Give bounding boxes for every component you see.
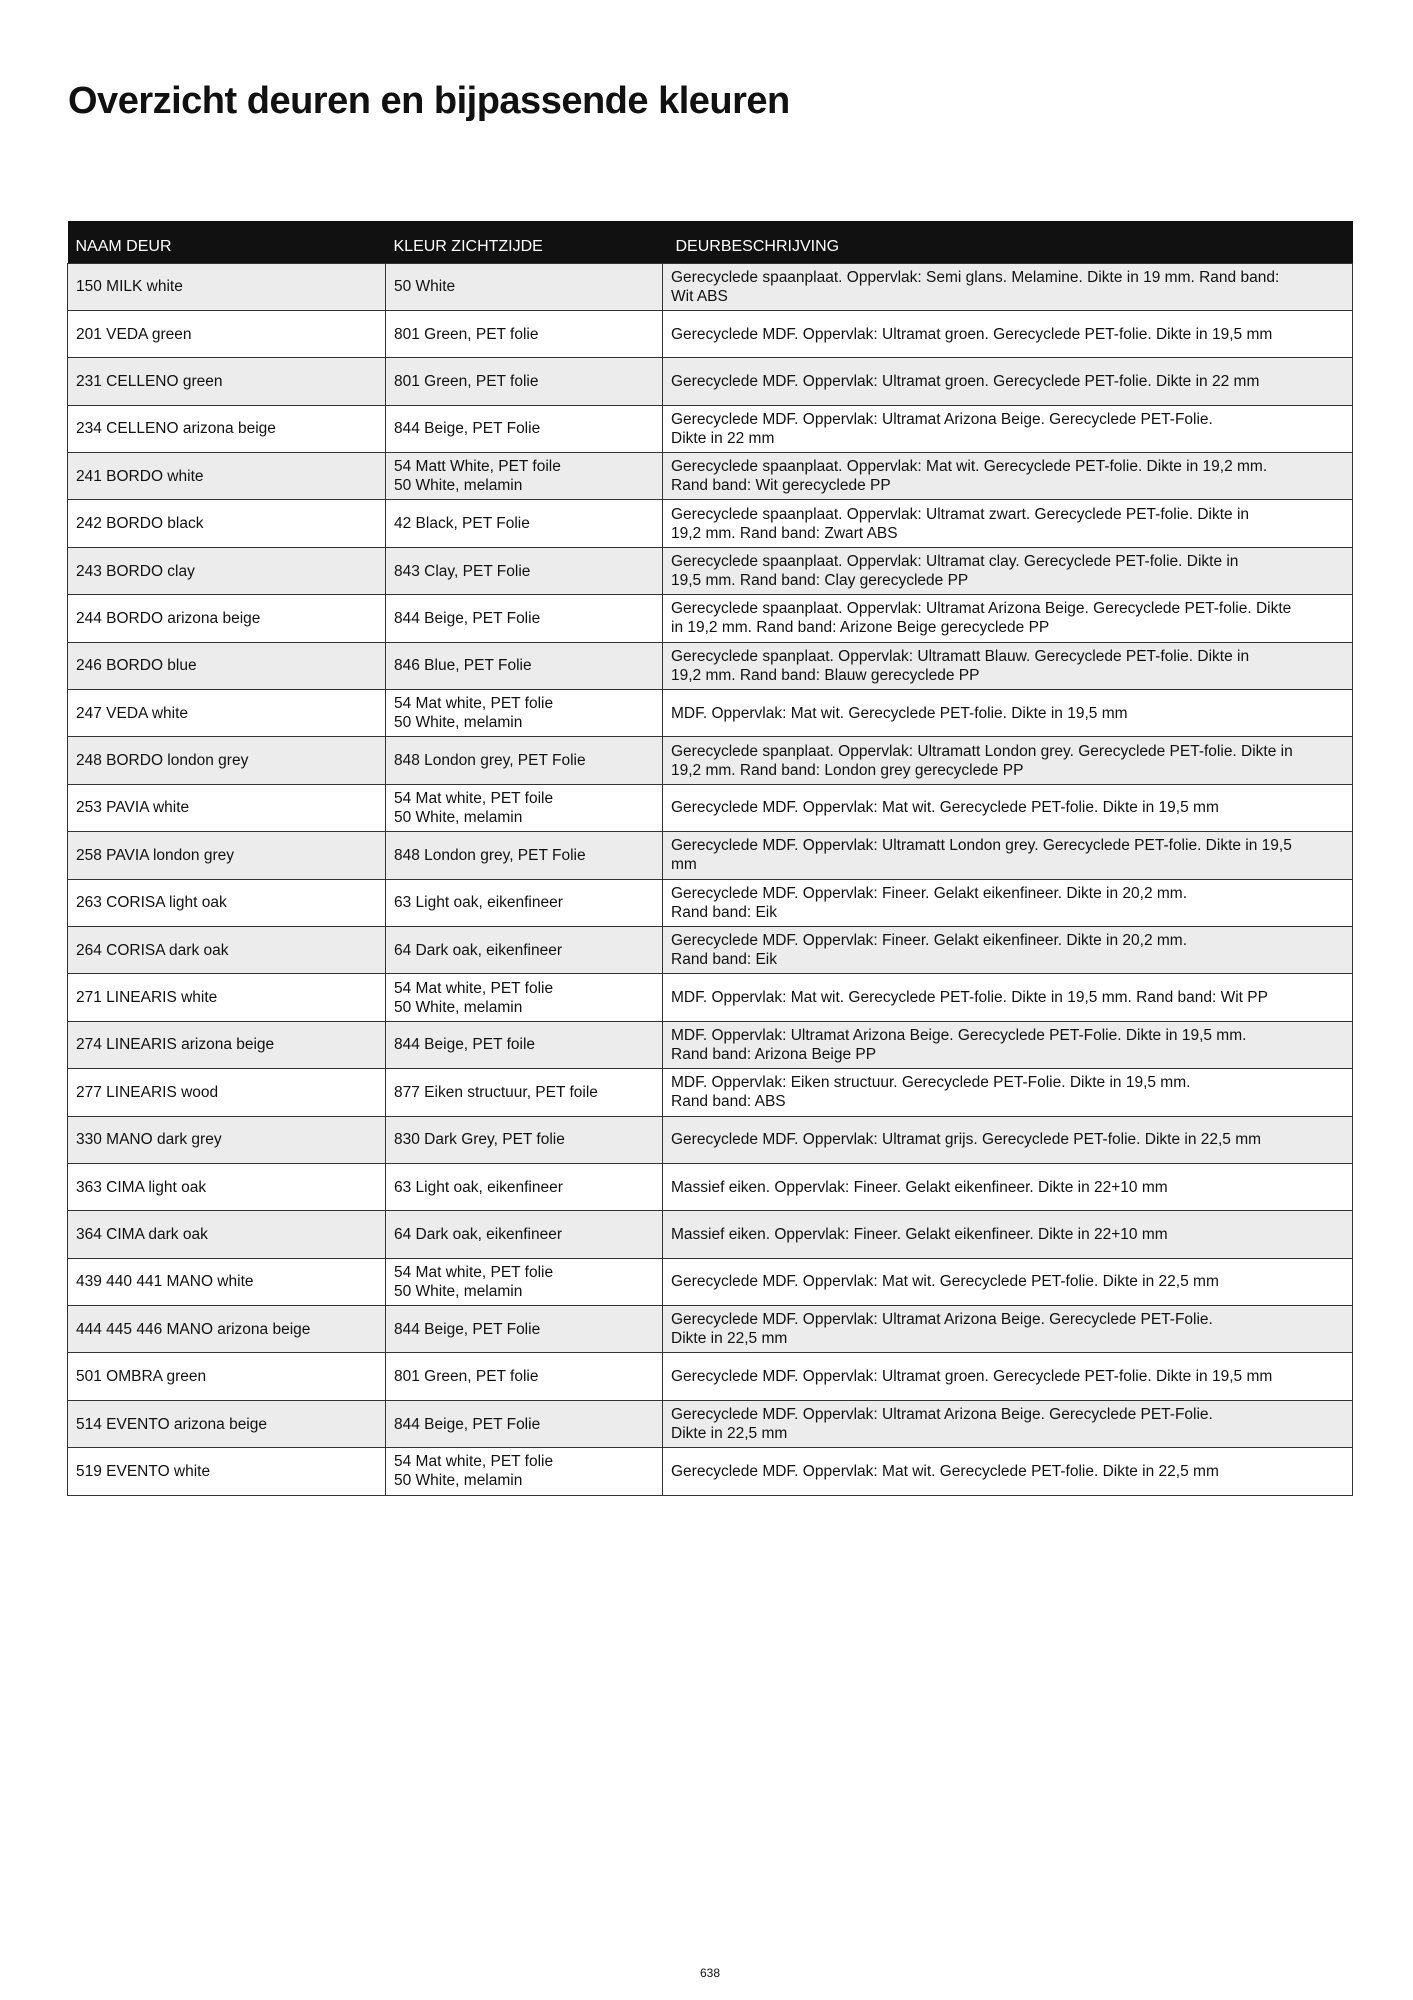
- description-cell: [663, 1258, 1353, 1305]
- door-name-cell-text: 241 BORDO white: [76, 467, 204, 485]
- table-row: [68, 784, 1353, 831]
- description-cell-text: MDF. Oppervlak: Ultramat Arizona Beige. Gerecyclede PET-Folie. Dikte in 19,5 mm. Rand band: Arizona Beige PP: [671, 1026, 1247, 1063]
- table-body: [68, 263, 1353, 1495]
- door-name-cell-text: 244 BORDO arizona beige: [76, 609, 261, 627]
- color-cell-text: 844 Beige, PET Folie: [394, 609, 541, 627]
- color-cell-text: 54 Matt White, PET foile 50 White, melamin: [394, 458, 561, 495]
- description-cell: [663, 1400, 1353, 1447]
- description-cell: [663, 879, 1353, 926]
- table-row: [68, 547, 1353, 594]
- color-cell: [386, 1069, 663, 1116]
- door-name-cell-text: 271 LINEARIS white: [76, 989, 218, 1007]
- door-name-cell: [68, 595, 386, 642]
- color-cell-text: 848 London grey, PET Folie: [394, 752, 586, 770]
- door-name-cell-text: 243 BORDO clay: [76, 562, 195, 580]
- color-cell-text: 844 Beige, PET foile: [394, 1036, 536, 1054]
- color-cell: [386, 263, 663, 310]
- color-cell-text: 844 Beige, PET Folie: [394, 420, 541, 438]
- description-cell: [663, 1306, 1353, 1353]
- door-name-cell: [68, 500, 386, 547]
- door-name-cell: [68, 1306, 386, 1353]
- door-name-cell-text: 258 PAVIA london grey: [76, 846, 234, 864]
- color-cell-text: 63 Light oak, eikenfineer: [394, 1178, 563, 1196]
- description-cell: [663, 595, 1353, 642]
- color-cell: [386, 453, 663, 500]
- color-cell: [386, 879, 663, 926]
- table-row: [68, 879, 1353, 926]
- color-cell: [386, 974, 663, 1021]
- color-cell: [386, 690, 663, 737]
- door-name-cell: [68, 1353, 386, 1400]
- door-name-cell: [68, 263, 386, 310]
- door-name-cell: [68, 926, 386, 973]
- door-name-cell-text: 201 VEDA green: [76, 325, 192, 343]
- door-name-cell: [68, 453, 386, 500]
- door-name-cell: [68, 690, 386, 737]
- table-header-row: [68, 221, 1353, 263]
- description-cell-text: Massief eiken. Oppervlak: Fineer. Gelakt eikenfineer. Dikte in 22+10 mm: [671, 1226, 1168, 1243]
- door-name-cell-text: 444 445 446 MANO arizona beige: [76, 1320, 311, 1338]
- door-name-cell: [68, 1069, 386, 1116]
- door-name-cell-text: 439 440 441 MANO white: [76, 1273, 254, 1291]
- door-name-cell-text: 263 CORISA light oak: [76, 894, 227, 912]
- description-cell-text: Gerecyclede MDF. Oppervlak: Ultramatt London grey. Gerecyclede PET-folie. Dikte in 19,5 mm: [671, 837, 1292, 874]
- color-cell: [386, 1021, 663, 1068]
- door-name-cell-text: 274 LINEARIS arizona beige: [76, 1036, 275, 1054]
- color-cell: [386, 1306, 663, 1353]
- color-cell: [386, 926, 663, 973]
- description-cell: [663, 784, 1353, 831]
- table-row: [68, 310, 1353, 357]
- description-cell: [663, 358, 1353, 405]
- description-cell: [663, 1069, 1353, 1116]
- table-row: [68, 1211, 1353, 1258]
- description-cell: [663, 737, 1353, 784]
- description-cell-text: Gerecyclede MDF. Oppervlak: Ultramat Arizona Beige. Gerecyclede PET-Folie. Dikte in 22 mm: [671, 410, 1213, 447]
- description-cell-text: Gerecyclede MDF. Oppervlak: Ultramat Arizona Beige. Gerecyclede PET-Folie. Dikte in 22,5 mm: [671, 1311, 1213, 1348]
- table-row: [68, 1258, 1353, 1305]
- description-cell: [663, 547, 1353, 594]
- door-name-cell-text: 514 EVENTO arizona beige: [76, 1415, 267, 1433]
- description-cell: [663, 405, 1353, 452]
- color-cell: [386, 642, 663, 689]
- description-cell-text: Gerecyclede MDF. Oppervlak: Mat wit. Gerecyclede PET-folie. Dikte in 19,5 mm: [671, 799, 1219, 817]
- door-name-cell: [68, 737, 386, 784]
- table-row: [68, 595, 1353, 642]
- table-row: [68, 926, 1353, 973]
- door-name-cell-text: 248 BORDO london grey: [76, 752, 249, 770]
- color-cell-text: 50 White: [394, 278, 456, 296]
- description-cell-text: Gerecyclede MDF. Oppervlak: Mat wit. Gerecyclede PET-folie. Dikte in 22,5 mm: [671, 1462, 1219, 1480]
- table-row: [68, 1163, 1353, 1210]
- door-name-cell-text: 150 MILK white: [76, 278, 183, 296]
- description-cell-text: Gerecyclede MDF. Oppervlak: Fineer. Gelakt eikenfineer. Dikte in 20,2 mm. Rand band: Eik: [671, 932, 1188, 969]
- table-row: [68, 1116, 1353, 1163]
- column-header-door-description: DEURBESCHRIJVING: [663, 221, 1353, 263]
- description-cell-text: Gerecyclede spaanplaat. Oppervlak: Mat wit. Gerecyclede PET-folie. Dikte in 19,2 mm. Rand band: Wit gerecyclede PP: [671, 458, 1268, 495]
- table-row: [68, 358, 1353, 405]
- color-cell-text: 801 Green, PET folie: [394, 372, 539, 390]
- color-cell: [386, 1116, 663, 1163]
- description-cell: [663, 642, 1353, 689]
- door-name-cell-text: 242 BORDO black: [76, 515, 204, 533]
- description-cell-text: Gerecyclede spaanplaat. Oppervlak: Ultramat zwart. Gerecyclede PET-folie. Dikte in 19,2 mm. Rand band: Zwart ABS: [671, 505, 1250, 542]
- door-name-cell-text: 234 CELLENO arizona beige: [76, 420, 276, 438]
- table-row: [68, 405, 1353, 452]
- table-row: [68, 1353, 1353, 1400]
- description-cell: [663, 1211, 1353, 1258]
- description-cell: [663, 1163, 1353, 1210]
- description-cell-text: MDF. Oppervlak: Eiken structuur. Gerecyclede PET-Folie. Dikte in 19,5 mm. Rand band: ABS: [671, 1074, 1191, 1111]
- door-name-cell: [68, 1400, 386, 1447]
- door-name-cell-text: 247 VEDA white: [76, 704, 189, 722]
- color-cell-text: 63 Light oak, eikenfineer: [394, 894, 563, 912]
- table-row: [68, 263, 1353, 310]
- color-cell-text: 64 Dark oak, eikenfineer: [394, 941, 563, 959]
- door-name-cell: [68, 1448, 386, 1495]
- description-cell: [663, 690, 1353, 737]
- color-cell-text: 846 Blue, PET Folie: [394, 657, 532, 675]
- door-name-cell-text: 231 CELLENO green: [76, 372, 223, 390]
- table-row: [68, 690, 1353, 737]
- description-cell-text: Gerecyclede spanplaat. Oppervlak: Ultramatt London grey. Gerecyclede PET-folie. Dikte in 19,2 mm. Rand band: London grey gerecyclede PP: [671, 742, 1293, 779]
- door-name-cell-text: 253 PAVIA white: [76, 799, 190, 817]
- description-cell-text: Gerecyclede spanplaat. Oppervlak: Ultramatt Blauw. Gerecyclede PET-folie. Dikte in 19,2 mm. Rand band: Blauw gerecyclede PP: [671, 647, 1250, 684]
- table-row: [68, 642, 1353, 689]
- door-name-cell-text: 264 CORISA dark oak: [76, 941, 229, 959]
- door-name-cell: [68, 547, 386, 594]
- door-name-cell: [68, 974, 386, 1021]
- color-cell: [386, 595, 663, 642]
- table-row: [68, 832, 1353, 879]
- door-name-cell-text: 501 OMBRA green: [76, 1368, 207, 1386]
- table-row: [68, 500, 1353, 547]
- description-cell: [663, 926, 1353, 973]
- description-cell-text: Gerecyclede MDF. Oppervlak: Mat wit. Gerecyclede PET-folie. Dikte in 22,5 mm: [671, 1273, 1219, 1291]
- description-cell-text: Gerecyclede MDF. Oppervlak: Ultramat groen. Gerecyclede PET-folie. Dikte in 19,5 mm: [671, 325, 1273, 343]
- door-name-cell-text: 277 LINEARIS wood: [76, 1083, 219, 1101]
- door-name-cell: [68, 310, 386, 357]
- description-cell-text: MDF. Oppervlak: Mat wit. Gerecyclede PET-folie. Dikte in 19,5 mm: [671, 704, 1128, 722]
- color-cell-text: 801 Green, PET folie: [394, 1368, 539, 1386]
- description-cell: [663, 1353, 1353, 1400]
- color-cell-text: 844 Beige, PET Folie: [394, 1415, 541, 1433]
- description-cell-text: Gerecyclede spaanplaat. Oppervlak: Ultramat clay. Gerecyclede PET-folie. Dikte in 19,5 mm. Rand band: Clay gerecyclede PP: [671, 553, 1239, 590]
- color-cell-text: 54 Mat white, PET folie 50 White, melamin: [394, 979, 554, 1016]
- color-cell: [386, 1353, 663, 1400]
- color-cell-text: 54 Mat white, PET foile 50 White, melamin: [394, 789, 554, 826]
- door-name-cell: [68, 358, 386, 405]
- door-name-cell-text: 519 EVENTO white: [76, 1462, 211, 1480]
- table-row: [68, 1069, 1353, 1116]
- description-cell-text: Gerecyclede MDF. Oppervlak: Ultramat grijs. Gerecyclede PET-folie. Dikte in 22,5 mm: [671, 1131, 1262, 1149]
- door-name-cell: [68, 405, 386, 452]
- color-cell: [386, 310, 663, 357]
- color-cell: [386, 1211, 663, 1258]
- door-name-cell: [68, 879, 386, 926]
- description-cell: [663, 1021, 1353, 1068]
- color-cell-text: 830 Dark Grey, PET folie: [394, 1131, 565, 1149]
- door-name-cell: [68, 832, 386, 879]
- description-cell: [663, 832, 1353, 879]
- description-cell-text: Gerecyclede spaanplaat. Oppervlak: Semi glans. Melamine. Dikte in 19 mm. Rand band: Wit ABS: [671, 268, 1280, 305]
- color-cell-text: 64 Dark oak, eikenfineer: [394, 1226, 563, 1243]
- door-name-cell: [68, 1163, 386, 1210]
- color-cell-text: 877 Eiken structuur, PET foile: [394, 1083, 598, 1101]
- color-cell-text: 801 Green, PET folie: [394, 325, 539, 343]
- color-cell: [386, 737, 663, 784]
- color-cell-text: 54 Mat white, PET folie 50 White, melamin: [394, 1453, 554, 1490]
- description-cell: [663, 263, 1353, 310]
- description-cell: [663, 1448, 1353, 1495]
- color-cell: [386, 358, 663, 405]
- description-cell-text: Gerecyclede MDF. Oppervlak: Ultramat groen. Gerecyclede PET-folie. Dikte in 19,5 mm: [671, 1368, 1273, 1386]
- color-cell: [386, 405, 663, 452]
- description-cell-text: Gerecyclede MDF. Oppervlak: Ultramat Arizona Beige. Gerecyclede PET-Folie. Dikte in 22,5 mm: [671, 1406, 1213, 1443]
- door-name-cell: [68, 1021, 386, 1068]
- page-title: Overzicht deuren en bijpassende kleuren: [68, 80, 790, 122]
- table-row: [68, 1448, 1353, 1495]
- description-cell-text: Gerecyclede MDF. Oppervlak: Ultramat groen. Gerecyclede PET-folie. Dikte in 22 mm: [671, 372, 1260, 390]
- door-name-cell-text: 246 BORDO blue: [76, 657, 197, 675]
- doors-table: [67, 221, 1353, 1496]
- color-cell-text: 848 London grey, PET Folie: [394, 846, 586, 864]
- description-cell: [663, 500, 1353, 547]
- table-row: [68, 1306, 1353, 1353]
- description-cell: [663, 974, 1353, 1021]
- description-cell: [663, 453, 1353, 500]
- color-cell: [386, 1448, 663, 1495]
- color-cell: [386, 500, 663, 547]
- table-row: [68, 974, 1353, 1021]
- door-name-cell: [68, 1116, 386, 1163]
- description-cell-text: Gerecyclede spaanplaat. Oppervlak: Ultramat Arizona Beige. Gerecyclede PET-folie. Dikte in 19,2 mm. Rand band: Arizone Beige gerecyclede PP: [671, 600, 1292, 637]
- door-name-cell: [68, 1258, 386, 1305]
- door-name-cell: [68, 1211, 386, 1258]
- color-cell: [386, 784, 663, 831]
- table-row: [68, 737, 1353, 784]
- color-cell: [386, 1258, 663, 1305]
- color-cell: [386, 1400, 663, 1447]
- door-name-cell-text: 364 CIMA dark oak: [76, 1226, 208, 1243]
- description-cell-text: Gerecyclede MDF. Oppervlak: Fineer. Gelakt eikenfineer. Dikte in 20,2 mm. Rand band: Eik: [671, 884, 1188, 921]
- door-name-cell: [68, 784, 386, 831]
- door-name-cell-text: 363 CIMA light oak: [76, 1178, 207, 1196]
- description-cell: [663, 310, 1353, 357]
- door-name-cell-text: 330 MANO dark grey: [76, 1131, 222, 1149]
- color-cell-text: 54 Mat white, PET folie 50 White, melamin: [394, 1263, 554, 1300]
- color-cell: [386, 1163, 663, 1210]
- color-cell-text: 42 Black, PET Folie: [394, 515, 530, 533]
- door-name-cell: [68, 642, 386, 689]
- description-cell: [663, 1116, 1353, 1163]
- table-row: [68, 453, 1353, 500]
- color-cell-text: 843 Clay, PET Folie: [394, 562, 531, 580]
- color-cell-text: 844 Beige, PET Folie: [394, 1320, 541, 1338]
- description-cell-text: MDF. Oppervlak: Mat wit. Gerecyclede PET-folie. Dikte in 19,5 mm. Rand band: Wit PP: [671, 989, 1268, 1007]
- page-number: 638: [700, 1966, 721, 1980]
- table-row: [68, 1021, 1353, 1068]
- color-cell: [386, 547, 663, 594]
- column-header-door-name: NAAM DEUR: [68, 221, 386, 263]
- table-row: [68, 1400, 1353, 1447]
- column-header-visible-side-color: KLEUR ZICHTZIJDE: [386, 221, 663, 263]
- color-cell: [386, 832, 663, 879]
- description-cell-text: Massief eiken. Oppervlak: Fineer. Gelakt eikenfineer. Dikte in 22+10 mm: [671, 1178, 1168, 1196]
- color-cell-text: 54 Mat white, PET folie 50 White, melamin: [394, 695, 554, 732]
